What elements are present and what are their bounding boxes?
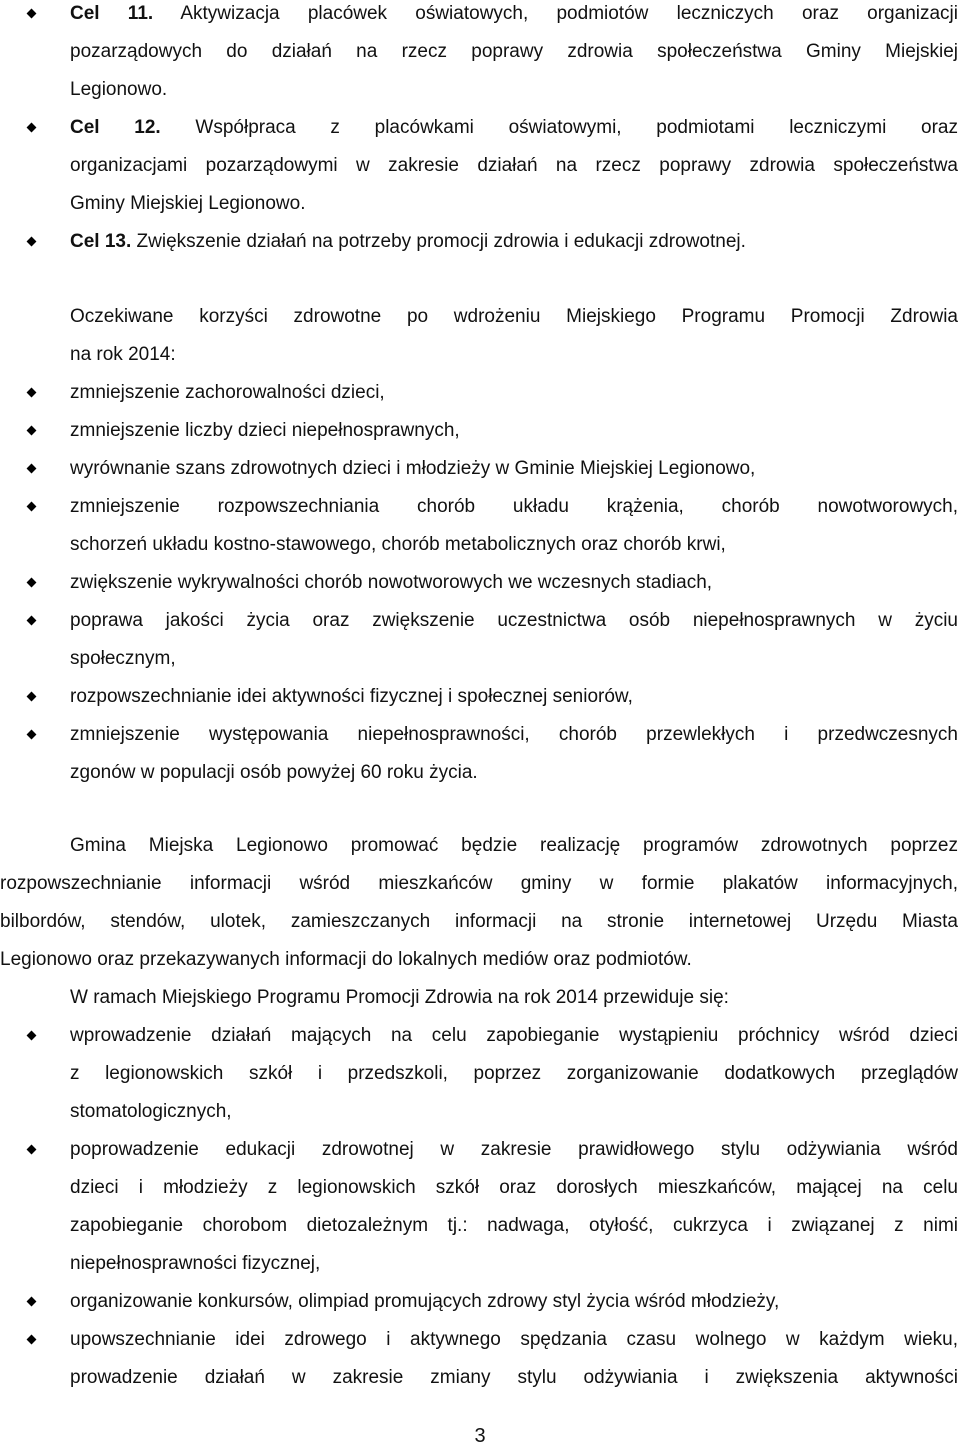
page-number: 3 bbox=[474, 1425, 486, 1447]
bullet-diamond-icon bbox=[27, 1297, 37, 1307]
bullet-diamond-icon bbox=[27, 578, 37, 588]
goal-11-line-3: Legionowo. bbox=[70, 79, 168, 100]
list-item-continuation: niepełnosprawności fizycznej, bbox=[70, 1253, 321, 1274]
list-item-continuation: stomatologicznych, bbox=[70, 1101, 232, 1122]
bullet-diamond-icon bbox=[27, 616, 37, 626]
list-item: poprowadzenie edukacji zdrowotnej w zakresie prawidłowego stylu odżywiania wśród bbox=[70, 1139, 958, 1160]
list-item-continuation: zapobieganie chorobom dietozależnym tj.: nadwaga, otyłość, cukrzyca i związanej z nimi bbox=[70, 1215, 958, 1236]
bullet-diamond-icon bbox=[27, 692, 37, 702]
list-item: upowszechnianie idei zdrowego i aktywnego spędzania czasu wolnego w każdym wieku, bbox=[70, 1329, 958, 1350]
bullet-diamond-icon bbox=[27, 9, 37, 19]
list-item: organizowanie konkursów, olimpiad promujących zdrowy styl życia wśród młodzieży, bbox=[70, 1291, 780, 1312]
paragraph-line: Legionowo oraz przekazywanych informacji do lokalnych mediów oraz podmiotów. bbox=[0, 949, 692, 970]
benefits-intro-line-1: Oczekiwane korzyści zdrowotne po wdrożeniu Miejskiego Programu Promocji Zdrowia bbox=[70, 306, 958, 327]
list-item-continuation: schorzeń układu kostno-stawowego, chorób metabolicznych oraz chorób krwi, bbox=[70, 534, 726, 555]
list-item-continuation: z legionowskich szkół i przedszkoli, poprzez zorganizowanie dodatkowych przeglądów bbox=[70, 1063, 958, 1084]
goal-12-line-1: Cel 12. Współpraca z placówkami oświatowymi, podmiotami leczniczymi oraz bbox=[70, 117, 959, 138]
list-item: wyrównanie szans zdrowotnych dzieci i młodzieży w Gminie Miejskiej Legionowo, bbox=[70, 458, 756, 479]
plans-intro: W ramach Miejskiego Programu Promocji Zdrowia na rok 2014 przewiduje się: bbox=[70, 987, 729, 1008]
bullet-diamond-icon bbox=[27, 464, 37, 474]
goal-13-line-1: Cel 13. Zwiększenie działań na potrzeby promocji zdrowia i edukacji zdrowotnej. bbox=[70, 231, 746, 252]
paragraph-line: rozpowszechnianie informacji wśród mieszkańców gminy w formie plakatów informacyjnych, bbox=[0, 873, 958, 894]
list-item: poprawa jakości życia oraz zwiększenie uczestnictwa osób niepełnosprawnych w życiu bbox=[70, 610, 958, 631]
bullet-diamond-icon bbox=[27, 1145, 37, 1155]
bullet-diamond-icon bbox=[27, 426, 37, 436]
list-item-continuation: zgonów w populacji osób powyżej 60 roku życia. bbox=[70, 762, 478, 783]
list-item: zmniejszenie liczby dzieci niepełnosprawnych, bbox=[70, 420, 460, 441]
list-item: zmniejszenie występowania niepełnosprawności, chorób przewlekłych i przedwczesnych bbox=[70, 724, 958, 745]
paragraph-line: bilbordów, stendów, ulotek, zamieszczanych informacji na stronie internetowej Urzędu Miasta bbox=[0, 911, 958, 932]
bullet-diamond-icon bbox=[27, 237, 37, 247]
list-item: rozpowszechnianie idei aktywności fizycznej i społecznej seniorów, bbox=[70, 686, 633, 707]
list-item: wprowadzenie działań mających na celu zapobieganie wystąpieniu próchnicy wśród dzieci bbox=[70, 1025, 958, 1046]
bullet-diamond-icon bbox=[27, 123, 37, 133]
bullet-diamond-icon bbox=[27, 730, 37, 740]
list-item-continuation: prowadzenie działań w zakresie zmiany stylu odżywiania i zwiększenia aktywności bbox=[70, 1367, 958, 1388]
list-item-continuation: dzieci i młodzieży z legionowskich szkół oraz dorosłych mieszkańców, mającej na celu bbox=[70, 1177, 958, 1198]
bullet-diamond-icon bbox=[27, 502, 37, 512]
goal-11-line-2: pozarządowych do działań na rzecz poprawy zdrowia społeczeństwa Gminy Miejskiej bbox=[70, 41, 958, 62]
list-item: zmniejszenie zachorowalności dzieci, bbox=[70, 382, 385, 403]
goal-12-line-3: Gminy Miejskiej Legionowo. bbox=[70, 193, 306, 214]
bullet-diamond-icon bbox=[27, 1335, 37, 1345]
paragraph-line: Gmina Miejska Legionowo promować będzie realizację programów zdrowotnych poprzez bbox=[70, 835, 958, 856]
list-item: zwiększenie wykrywalności chorób nowotworowych we wczesnych stadiach, bbox=[70, 572, 713, 593]
list-item-continuation: społecznym, bbox=[70, 648, 176, 669]
benefits-intro-line-2: na rok 2014: bbox=[70, 344, 176, 365]
goal-12-line-2: organizacjami pozarządowymi w zakresie działań na rzecz poprawy zdrowia społeczeństwa bbox=[70, 155, 958, 176]
bullet-diamond-icon bbox=[27, 1031, 37, 1041]
bullet-diamond-icon bbox=[27, 388, 37, 398]
list-item: zmniejszenie rozpowszechniania chorób układu krążenia, chorób nowotworowych, bbox=[70, 496, 958, 517]
goal-11-line-1: Cel 11. Aktywizacja placówek oświatowych, podmiotów leczniczych oraz organizacji bbox=[70, 3, 958, 24]
